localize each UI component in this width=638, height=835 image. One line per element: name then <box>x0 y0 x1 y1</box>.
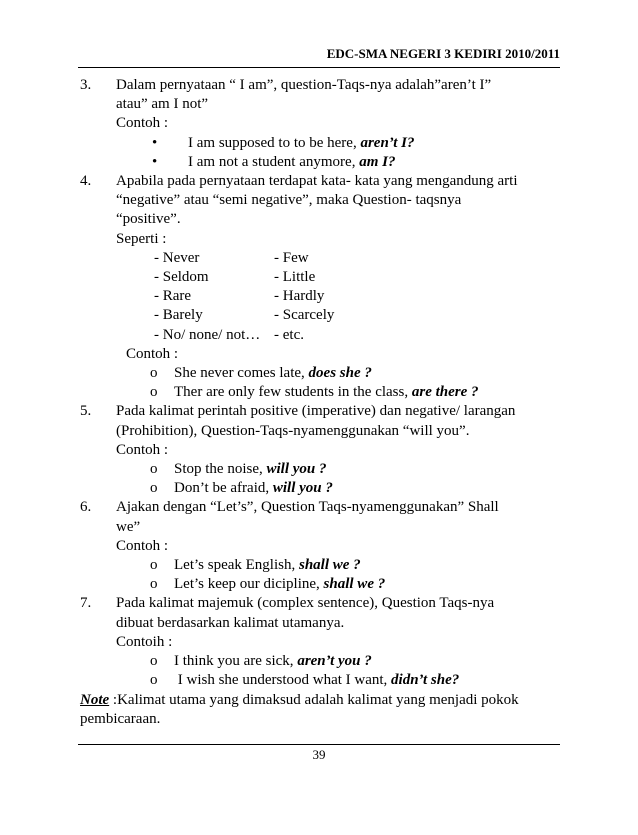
contoh-label: Contoh : <box>116 115 169 132</box>
contoh-label: Contoh : <box>126 345 179 362</box>
question-tag: are there ? <box>411 384 479 401</box>
word-pair-row <box>116 249 562 268</box>
word-pair-row <box>116 268 562 287</box>
bullet-icon: • <box>152 134 158 151</box>
question-tag: shall we ? <box>298 557 361 574</box>
item-text-line: Pada kalimat perintah positive (imperative) dan negative/ larangan <box>116 403 516 420</box>
item-text-line: (Prohibition), Question-Taqs-nyamenggunakan “will you”. <box>116 422 470 439</box>
circle-bullet-icon: o <box>150 461 158 478</box>
circle-bullet-icon: o <box>150 672 158 689</box>
page-number: 39 <box>312 747 326 762</box>
example-item <box>116 575 562 594</box>
item-text-line: we” <box>116 518 141 535</box>
note-text: :Kalimat utama yang dimaksud adalah kalimat yang menjadi pokok <box>109 691 519 708</box>
rule-item-4 <box>80 172 562 402</box>
item-text-line: Dalam pernyataan “ I am”, question-Taqs-nya adalah”aren’t I” <box>116 77 492 93</box>
word-left: - Seldom <box>154 269 209 286</box>
header-title: EDC-SMA NEGERI 3 KEDIRI 2010/2011 <box>326 46 560 61</box>
question-tag: does she ? <box>308 365 372 382</box>
word-right: - Few <box>274 249 309 266</box>
seperti-label: Seperti : <box>116 230 167 247</box>
example-item <box>116 364 562 383</box>
item-number: 5. <box>80 403 92 420</box>
item-text-line: Pada kalimat majemuk (complex sentence), Question Taqs-nya <box>116 595 495 612</box>
note-label: Note <box>80 691 110 708</box>
example-text: Stop the noise, <box>174 461 267 478</box>
question-tag: aren’t I? <box>360 134 415 151</box>
note-continuation: pembicaraan. <box>80 710 161 727</box>
example-item <box>116 383 562 402</box>
example-item <box>116 479 562 498</box>
circle-bullet-icon: o <box>150 576 158 593</box>
word-left: - Never <box>154 249 200 266</box>
question-tag: will you ? <box>266 461 327 478</box>
item-number: 3. <box>80 77 92 93</box>
rule-item-6 <box>80 498 562 594</box>
word-left: - Barely <box>154 307 203 324</box>
example-item <box>116 652 562 671</box>
example-text: Let’s keep our dicipline, <box>174 576 324 593</box>
rule-item-3 <box>80 76 562 172</box>
example-bullet <box>116 153 562 172</box>
word-right: - Little <box>274 269 316 286</box>
footer-divider <box>78 744 560 745</box>
page-header <box>78 46 560 68</box>
contoh-label: Contoh : <box>116 537 169 554</box>
document-body <box>80 76 562 729</box>
word-pair-row <box>116 306 562 325</box>
item-text-line: “negative” atau “semi negative”, maka Question- taqsnya <box>116 192 462 209</box>
question-tag: didn’t she? <box>391 672 460 689</box>
item-text-line: Apabila pada pernyataan terdapat kata- kata yang mengandung arti <box>116 173 518 190</box>
contoh-label: Contoih : <box>116 633 173 650</box>
circle-bullet-icon: o <box>150 557 158 574</box>
circle-bullet-icon: o <box>150 653 158 670</box>
rule-item-7 <box>80 594 562 690</box>
example-text: Ther are only few students in the class, <box>174 384 412 401</box>
item-text-line: dibuat berdasarkan kalimat utamanya. <box>116 614 345 631</box>
word-left: - No/ none/ not… <box>154 326 261 343</box>
example-bullet <box>116 134 562 153</box>
item-text-line: atau” am I not” <box>116 96 209 113</box>
word-right: - etc. <box>274 326 304 343</box>
circle-bullet-icon: o <box>150 480 158 497</box>
example-text: She never comes late, <box>174 365 309 382</box>
question-tag: will you ? <box>272 480 333 497</box>
word-right: - Scarcely <box>274 307 335 324</box>
bullet-icon: • <box>152 153 158 170</box>
example-text: Don’t be afraid, <box>174 480 273 497</box>
example-item <box>116 460 562 479</box>
word-left: - Rare <box>154 288 192 305</box>
item-number: 4. <box>80 173 92 190</box>
word-right: - Hardly <box>274 288 325 305</box>
rule-item-5 <box>80 402 562 498</box>
word-pair-row <box>116 326 562 345</box>
item-text-line: “positive”. <box>116 211 181 228</box>
item-number: 6. <box>80 499 92 516</box>
example-text: Let’s speak English, <box>174 557 299 574</box>
question-tag: am I? <box>359 153 396 170</box>
example-item <box>116 671 562 690</box>
word-pair-row <box>116 287 562 306</box>
item-text-line: Ajakan dengan “Let’s”, Question Taqs-nyamenggunakan” Shall <box>116 499 499 516</box>
example-text: I am not a student anymore, <box>188 153 360 170</box>
note-paragraph <box>80 691 562 710</box>
question-tag: aren’t you ? <box>297 653 372 670</box>
circle-bullet-icon: o <box>150 365 158 382</box>
contoh-label: Contoh : <box>116 441 169 458</box>
example-text: I wish she understood what I want, <box>174 672 392 689</box>
example-text: I am supposed to to be here, <box>188 134 361 151</box>
example-item <box>116 556 562 575</box>
example-text: I think you are sick, <box>174 653 298 670</box>
circle-bullet-icon: o <box>150 384 158 401</box>
item-number: 7. <box>80 595 92 612</box>
question-tag: shall we ? <box>323 576 386 593</box>
